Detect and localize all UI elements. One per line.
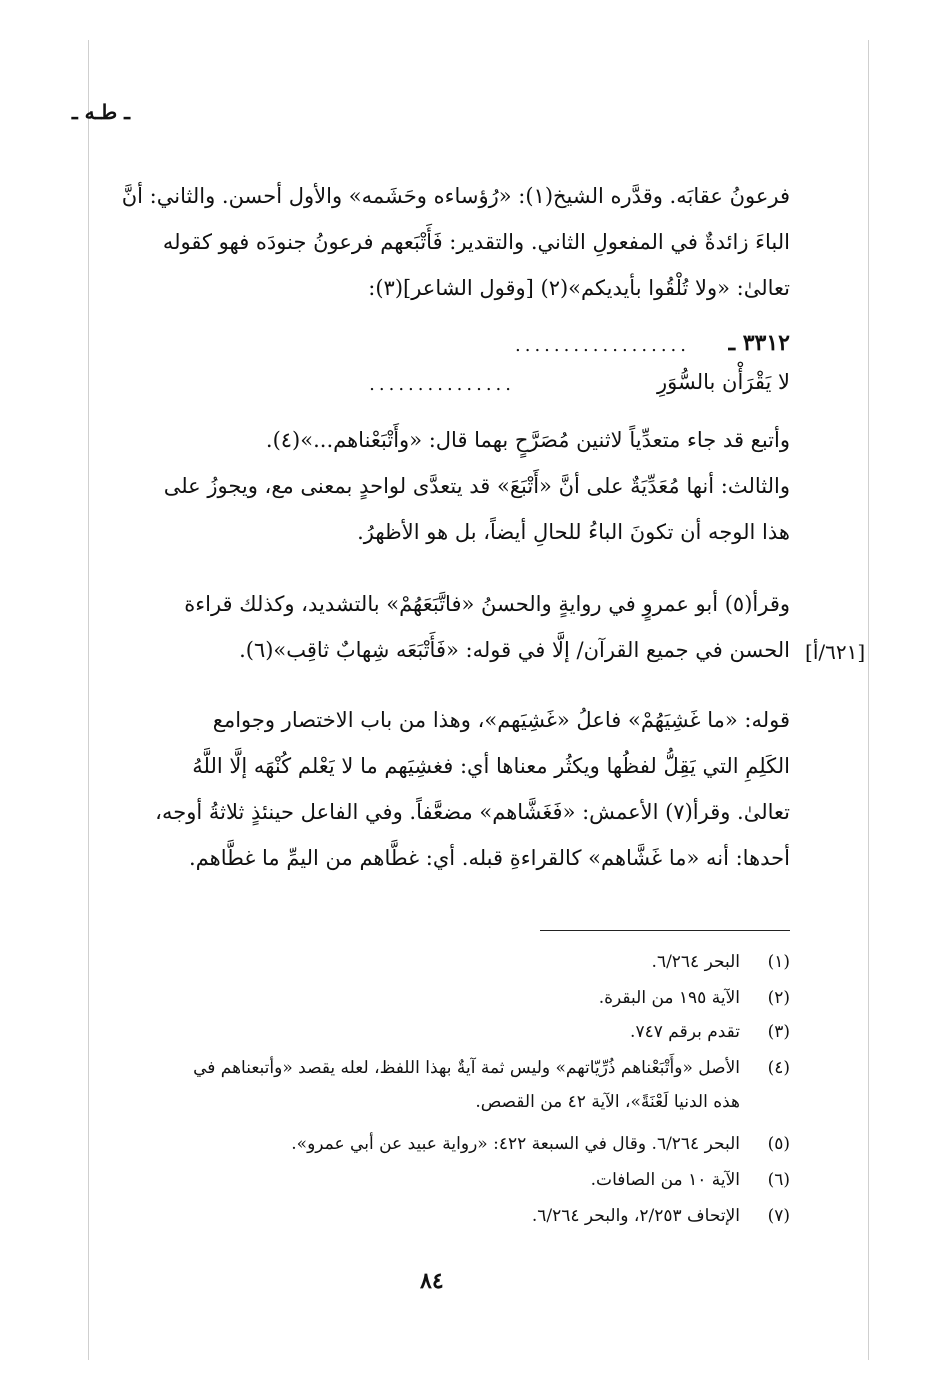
footnote-number: (٢)	[767, 988, 790, 1008]
footnote-number: (٣)	[767, 1022, 790, 1042]
footnote-text: الآية ١٩٥ من البقرة.	[598, 988, 740, 1008]
verse-ellipsis: ..................	[515, 335, 690, 356]
manuscript-folio-ref: [٦٢١/أ]	[805, 640, 866, 664]
verse-number: ٣٣١٢ ـ	[728, 330, 790, 356]
footnote-text: البحر ٦/٢٦٤.	[651, 952, 740, 972]
paragraph-line: والثالث: أنها مُعَدِّيَةٌ على أنَّ «أَتْبَعَ» قد يتعدَّى لواحدٍ بمعنى مع، ويجوزُ على	[163, 474, 790, 498]
paragraph-line: تعالىٰ: «ولا تُلْقُوا بأيديكم»(٢) [وقول الشاعر](٣):	[368, 276, 790, 300]
footnote-number: (١)	[767, 952, 790, 972]
paragraph-line: أحدها: أنه «ما غَشَّاهم» كالقراءةِ قبله. أي: غطَّاهم من اليمِّ ما غطَّاهم.	[188, 846, 790, 870]
verse-ellipsis: ...............	[369, 374, 515, 395]
footnote-number: (٧)	[767, 1206, 790, 1226]
footnote-text: الأصل «وأَتْبَعْناهم ذُرِّيّاتهم» وليس ثمة آيةٌ بهذا اللفظ، لعله يقصد «وأتبعناهم في	[193, 1058, 740, 1078]
footnote-text: الإتحاف ٢/٢٥٣، والبحر ٦/٢٦٤.	[531, 1206, 740, 1226]
footnote-text: تقدم برقم ٧٤٧.	[630, 1022, 740, 1042]
scan-edge-right	[868, 40, 869, 1360]
scan-edge-left	[88, 40, 89, 1360]
page-number: ٨٤	[420, 1268, 444, 1294]
paragraph-line: فرعونُ عقابَه. وقدَّره الشيخ(١): «رُؤساءه وحَشَمه» والأول أحسن. والثاني: أنَّ	[121, 184, 790, 208]
footnote-separator	[540, 930, 790, 931]
paragraph-line: وقرأ(٥) أبو عمروٍ في روايةٍ والحسنُ «فاتَّبَعَهُمْ» بالتشديد، وكذلك قراءة	[184, 592, 790, 616]
footnote-text: البحر ٦/٢٦٤. وقال في السبعة ٤٢٢: «رواية عبيد عن أبي عمرو».	[291, 1134, 740, 1154]
paragraph-line: تعالىٰ. وقرأ(٧) الأعمش: «فَغَشَّاهم» مضعَّفاً. وفي الفاعل حينئذٍ ثلاثةُ أوجه،	[155, 800, 790, 824]
footnote-number: (٤)	[767, 1058, 790, 1078]
footnote-number: (٦)	[767, 1170, 790, 1190]
paragraph-line: قوله: «ما غَشِيَهُمْ» فاعلُ «غَشِيَهم»، وهذا من باب الاختصار وجوامع	[212, 708, 790, 732]
footnote-text: الآية ١٠ من الصافات.	[590, 1170, 740, 1190]
paragraph-line: الحسن في جميع القرآن/ إلَّا في قوله: «فَأَتْبَعَه شِهابٌ ثاقِب»(٦).	[239, 638, 790, 662]
verse-text: لا يَقْرَأْن بالسُّوَرِ	[656, 370, 790, 394]
footnote-text: هذه الدنيا لَعْنَةً»، الآية ٤٢ من القصص.	[475, 1092, 740, 1112]
paragraph-line: هذا الوجه أن تكونَ الباءُ للحالِ أيضاً، بل هو الأظهرُ.	[357, 520, 790, 544]
running-header: ـ طـه ـ	[71, 100, 130, 124]
paragraph-line: الباءَ زائدةٌ في المفعولِ الثاني. والتقدير: فَأَتْبَعهم فرعونُ جنودَه فهو كقوله	[162, 230, 790, 254]
footnote-number: (٥)	[767, 1134, 790, 1154]
paragraph-line: وأتبع قد جاء متعدِّياً لاثنين مُصَرَّحٍ بهما قال: «وأَتْبَعْناهم...»(٤).	[265, 428, 790, 452]
paragraph-line: الكَلِمِ التي يَقِلُّ لفظُها ويكثُر معناها أي: فغشِيَهم ما لا يَعْلم كُنْهَه إلَّا اللَّهُ	[192, 754, 790, 778]
